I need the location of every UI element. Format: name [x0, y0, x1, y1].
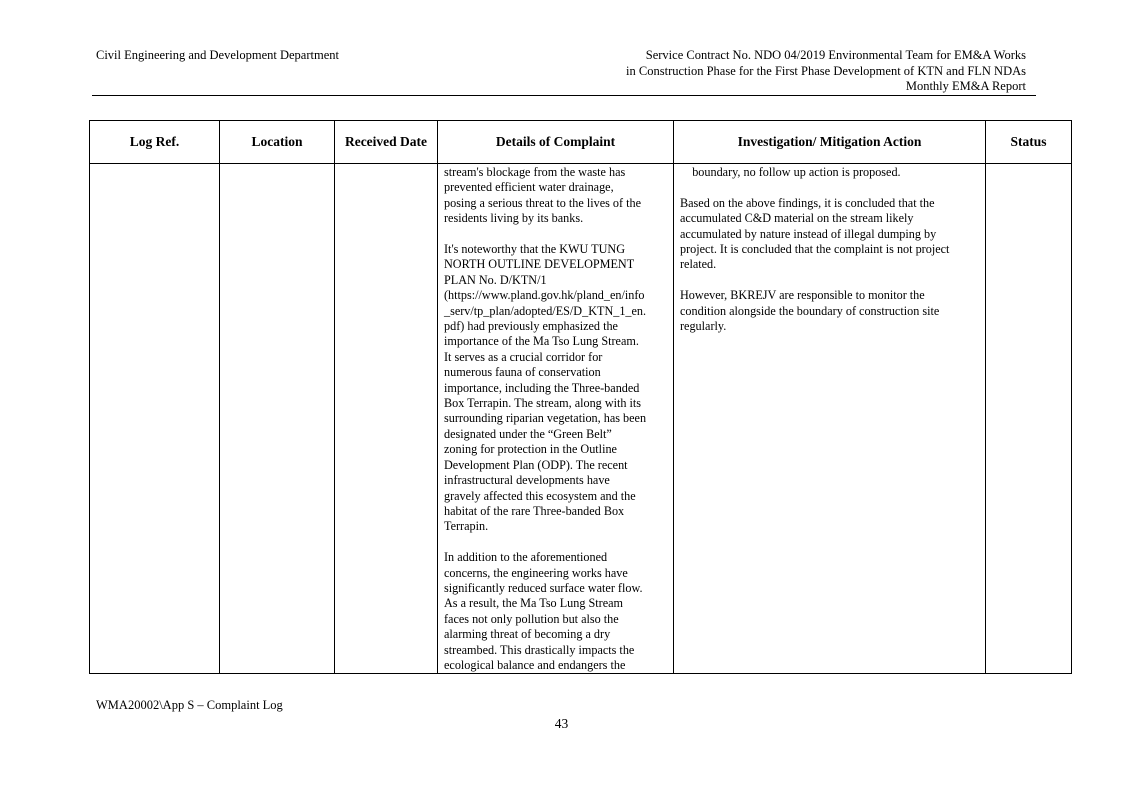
- header-contract-line: in Construction Phase for the First Phase Development of KTN and FLN NDAs: [626, 63, 1026, 78]
- text-line: It serves as a crucial corridor for: [444, 349, 603, 364]
- cell-log-ref: [90, 164, 220, 674]
- text-line: faces not only pollution but also the: [444, 611, 619, 626]
- footer-document-reference: WMA20002\App S – Complaint Log: [96, 698, 283, 712]
- header-report-title: Monthly EM&A Report: [905, 79, 1026, 93]
- text-line: In addition to the aforementioned: [444, 550, 608, 565]
- text-line: [680, 180, 979, 195]
- text-line: related.: [680, 257, 717, 272]
- text-line: accumulated by nature instead of illegal dumping by: [680, 226, 937, 241]
- text-line: Terrapin.: [444, 519, 489, 534]
- text-line: pdf) had previously emphasized the: [444, 319, 618, 334]
- header-department: Civil Engineering and Development Department: [96, 48, 339, 62]
- table-row: [90, 164, 1072, 674]
- text-line: prevented efficient water drainage,: [444, 180, 614, 195]
- text-line: infrastructural developments have: [444, 473, 610, 488]
- text-line: condition alongside the boundary of construction site: [680, 303, 940, 318]
- header-divider: [92, 95, 1036, 96]
- text-line: ecological balance and endangers the: [444, 657, 626, 672]
- text-line: Box Terrapin. The stream, along with its: [444, 396, 642, 411]
- text-line: stream's blockage from the waste has: [444, 165, 626, 179]
- header-contract-line: Service Contract No. NDO 04/2019 Environmental Team for EM&A Works: [645, 48, 1026, 62]
- column-header-action: Investigation/ Mitigation Action: [674, 121, 986, 164]
- page-number: 43: [554, 716, 569, 731]
- text-line: project. It is concluded that the complaint is not project: [680, 242, 950, 257]
- text-line: However, BKREJV are responsible to monitor the: [680, 288, 925, 303]
- column-header-status: Status: [986, 121, 1072, 164]
- cell-location: [220, 164, 335, 674]
- text-line: As a result, the Ma Tso Lung Stream: [444, 596, 623, 611]
- text-line: importance of the Ma Tso Lung Stream.: [444, 334, 639, 349]
- text-line: PLAN No. D/KTN/1: [444, 272, 547, 287]
- text-line: [444, 227, 667, 242]
- text-line: concerns, the engineering works have: [444, 565, 628, 580]
- text-line: importance, including the Three-banded: [444, 380, 640, 395]
- text-line: Based on the above findings, it is concluded that the: [680, 195, 935, 210]
- text-line: streambed. This drastically impacts the: [444, 642, 635, 657]
- text-line: accumulated C&D material on the stream likely: [680, 211, 914, 226]
- text-line: habitat of the rare Three-banded Box: [444, 503, 625, 518]
- cell-received-date: [335, 164, 438, 674]
- text-line: numerous fauna of conservation: [444, 365, 601, 380]
- text-line: _serv/tp_plan/adopted/ES/D_KTN_1_en.: [444, 303, 647, 318]
- text-line: alarming threat of becoming a dry: [444, 627, 611, 642]
- text-line: designated under the “Green Belt”: [444, 426, 612, 441]
- text-line: regularly.: [680, 319, 727, 334]
- text-line: posing a serious threat to the lives of the: [444, 195, 641, 210]
- column-header-details: Details of Complaint: [438, 121, 674, 164]
- text-line: It's noteworthy that the KWU TUNG: [444, 242, 626, 257]
- column-header-location: Location: [220, 121, 335, 164]
- column-header-log-ref: Log Ref.: [90, 121, 220, 164]
- cell-investigation-action: [674, 164, 986, 674]
- text-line: gravely affected this ecosystem and the: [444, 488, 636, 503]
- text-line: Development Plan (ODP). The recent: [444, 457, 628, 472]
- text-line: residents living by its banks.: [444, 211, 584, 226]
- header-contract-info: [626, 48, 1026, 95]
- text-line: zoning for protection in the Outline: [444, 442, 617, 457]
- text-line: [680, 273, 979, 288]
- complaint-log-table: [89, 120, 1072, 674]
- text-line: significantly reduced surface water flow.: [444, 580, 643, 595]
- table-header-row: [90, 121, 1072, 164]
- text-line: (https://www.pland.gov.hk/pland_en/info: [444, 288, 645, 303]
- text-line: boundary, no follow up action is proposed.: [680, 165, 901, 179]
- text-line: surrounding riparian vegetation, has been: [444, 411, 647, 426]
- cell-complaint-details: [438, 164, 674, 674]
- column-header-received-date: Received Date: [335, 121, 438, 164]
- text-line: NORTH OUTLINE DEVELOPMENT: [444, 257, 635, 272]
- text-line: [444, 535, 667, 550]
- cell-status: [986, 164, 1072, 674]
